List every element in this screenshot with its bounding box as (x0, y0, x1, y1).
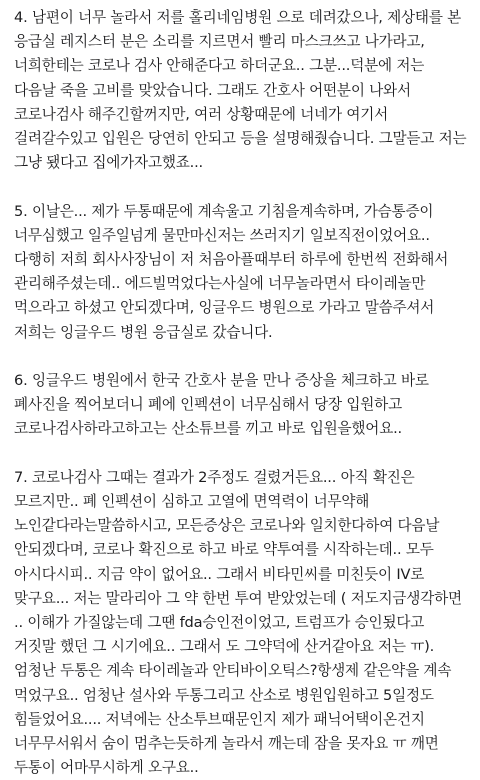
paragraph-5: 5. 이날은... 제가 두통때문에 계속울고 기침을계속하며, 가슴통증이 너무심했고 일주일넘게 물만마신저는 쓰러지기 일보직전이었어요.. 다행히 저희 회사사장님이 저 처음아플때부터 하루에 한번씩 전화해서 관리해주셨는데.. 에드빌먹었다는사실에 너무놀라면서 타이레놀만 먹으라고 하셨고 안되겠다며, 잉글우드 병원으로 가라고 말씀주셔서 저희는 잉글우드 병원 응급실로 갔습니다. (14, 202, 449, 341)
paragraph-spacer (14, 345, 468, 369)
paragraph-4: 4. 남편이 너무 놀라서 저를 홀리네임병원 으로 데려갔으나, 제상태를 본 응급실 레지스터 분은 소리를 지르면서 빨리 마스크쓰고 나가라고, 너희한테는 코로나 검사 안해준다고 하더군요.. 그분...덕분에 저는 다음날 죽을 고비를 맞았습니다. 그래도 간호사 어떤분이 나와서 코로나검사 해주긴할꺼지만, 여러 상황때문에 너네가 여기서 걸려갈수있고 입원은 당연히 안되고 등을 설명해줬습니다. 그말듣고 저는 그냥 됐다고 집에가자고했죠... (14, 9, 467, 172)
paragraph-7: 7. 코로나검사 그때는 결과가 2주정도 걸렸거든요... 아직 확진은 모르지만.. 폐 인펙션이 심하고 고열에 면역력이 너무약해 노인같다라는말씀하시고, 모든증상은 코로나와 일치한다하여 다음날 안되겠다며, 코로나 확진으로 하고 바로 약투여를 시작하는데.. 모두 아시다시피.. 지금 약이 없어요.. 그래서 비타민씨를 미친듯이 IV로 맞구요... 저는 말라리아 그 약 한번 투여 받았었는데 ( 저도지금생각하면 .. 이해가 가질않는데 그땐 fda승인전이었고, 트럼프가 승인됬다고 거짓말 했던 그 시기에요.. 그래서 도 그약덕에 산거같아요 저는 ㅠ). 엄청난 두통은 계속 타이레놀과 안티바이오틱스?항생제 같은약을 계속 먹었구요.. 엄청난 설사와 두통그리고 산소로 병원입원하고 5일정도 힘들었어요.... 저녁에는 산소투브때문인지 제가 패닉어택이온건지 너무무서워서 숨이 멈추는듯하게 놀라서 깨는데 잠을 못자요 ㅠ 깨면 두통이 어마무시하게 오구요.. (14, 468, 462, 777)
paragraph-6: 6. 잉글우드 병원에서 한국 간호사 분을 만나 증상을 체크하고 바로 폐사진을 찍어보더니 폐에 인펙션이 너무심해서 당장 입원하고 코로나검사하라고하고는 산소튜브를 끼고 바로 입원을했어요.. (14, 372, 429, 438)
paragraph-spacer (14, 175, 468, 199)
paragraph-spacer (14, 442, 468, 466)
